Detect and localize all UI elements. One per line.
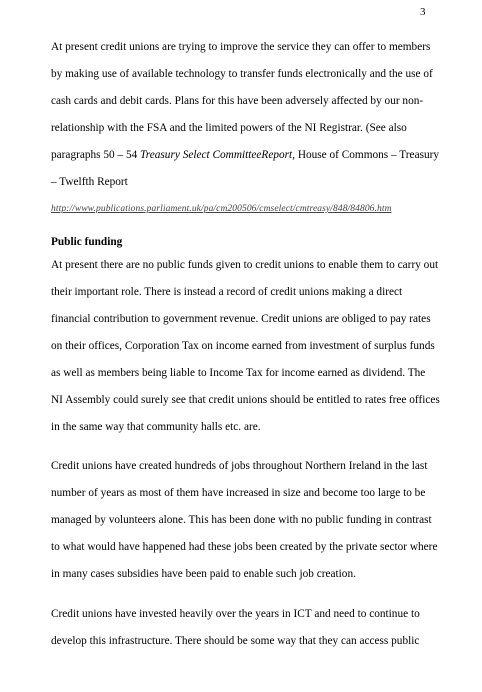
report-link[interactable]: http://www.publications.parliament.uk/pa/cm200506/cmselect/cmtreasy/848/84806.htm	[51, 204, 392, 214]
text-line: in the same way that community halls etc. are.	[51, 421, 261, 433]
text-span: House of Commons – Treasury	[295, 149, 440, 161]
text-line: develop this infrastructure. There should be some way that they can access public	[51, 635, 420, 647]
section-heading: Public funding	[51, 236, 123, 248]
text-line: as well as members being liable to Income Tax for income earned as dividend. The	[51, 367, 426, 379]
text-line: to what would have happened had these jobs been created by the private sector where	[51, 541, 438, 553]
text-line: by making use of available technology to transfer funds electronically and the use of	[51, 68, 433, 80]
text-line: – Twelfth Report	[51, 176, 128, 188]
text-line: At present credit unions are trying to improve the service they can offer to members	[51, 41, 431, 53]
text-line: financial contribution to government revenue. Credit unions are obliged to pay rates	[51, 313, 431, 325]
text-line: At present there are no public funds given to credit unions to enable them to carry out	[51, 259, 439, 271]
text-line: in many cases subsidies have been paid to enable such job creation.	[51, 568, 356, 580]
text-line	[51, 149, 439, 161]
text-line: number of years as most of them have increased in size and become too large to be	[51, 487, 426, 499]
text-span: paragraphs 50 – 54	[51, 149, 141, 161]
page-number: 3	[420, 6, 426, 18]
report-title: Treasury Select CommitteeReport,	[140, 149, 295, 161]
text-line: NI Assembly could surely see that credit unions should be entitled to rates free offices	[51, 394, 440, 406]
text-line: Credit unions have invested heavily over the years in ICT and need to continue to	[51, 608, 420, 620]
text-line: Credit unions have created hundreds of jobs throughout Northern Ireland in the last	[51, 460, 428, 472]
text-line: their important role. There is instead a record of credit unions making a direct	[51, 286, 403, 298]
text-line: cash cards and debit cards. Plans for this have been adversely affected by our non-	[51, 95, 424, 107]
text-line: relationship with the FSA and the limited powers of the NI Registrar. (See also	[51, 122, 407, 134]
text-line: on their offices, Corporation Tax on income earned from investment of surplus funds	[51, 340, 435, 352]
text-line: managed by volunteers alone. This has been done with no public funding in contrast	[51, 514, 432, 526]
